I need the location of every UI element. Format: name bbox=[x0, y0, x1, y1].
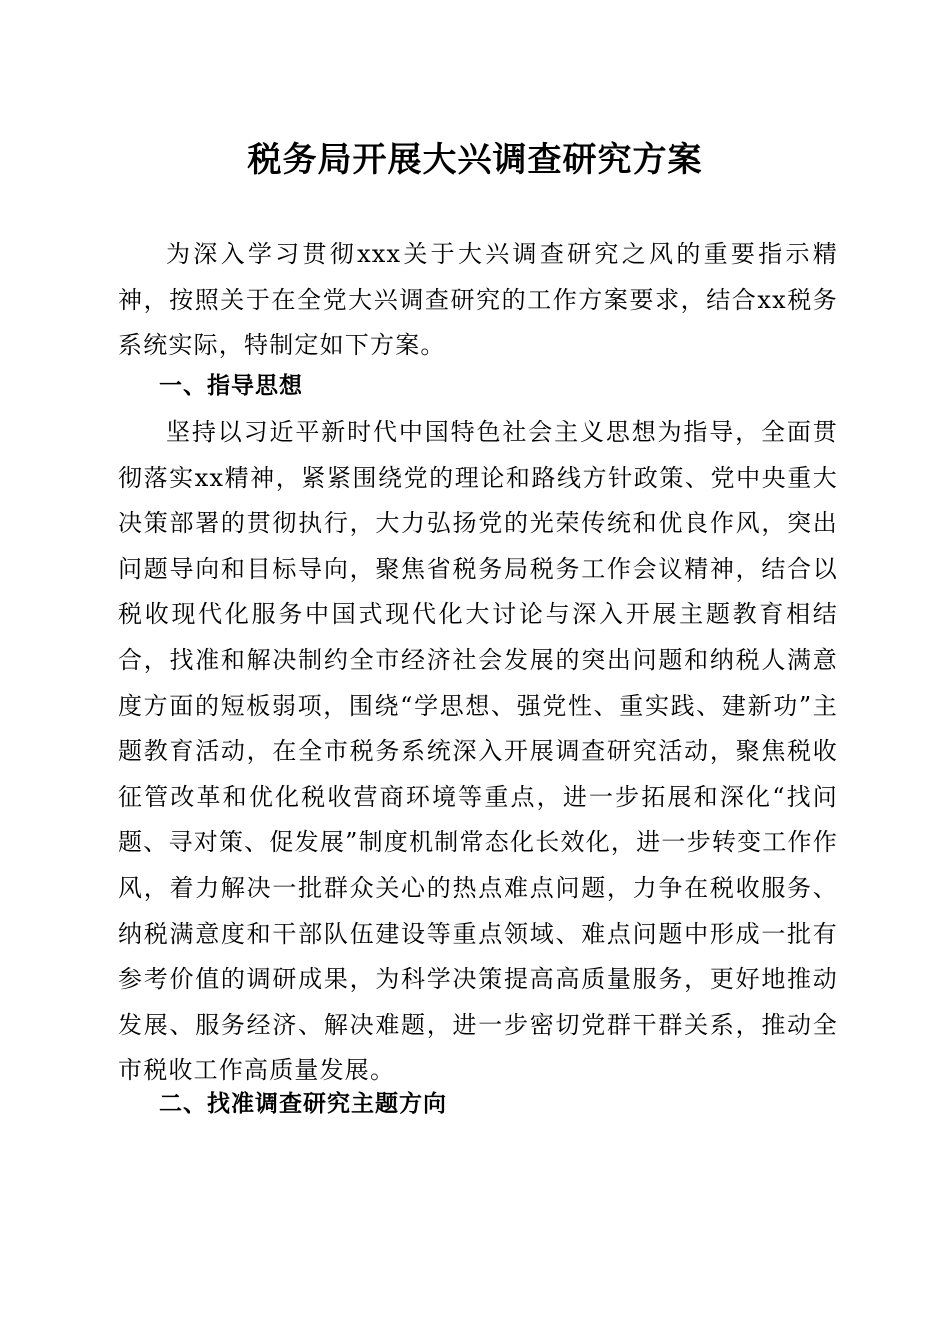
document-title: 税务局开展大兴调查研究方案 bbox=[247, 140, 703, 180]
guiding-ideology-paragraph: 坚持以习近平新时代中国特色社会主义思想为指导，全面贯彻落实xx精神，紧紧围绕党的理论和路线方针政策、党中央重大决策部署的贯彻执行，大力弘扬党的光荣传统和优良作风，突出问题导向和目标导向，聚焦省税务局税务工作会议精神，结合以税收现代化服务中国式现代化大讨论与深入开展主题教育相结合，找准和解决制约全市经济社会发展的突出问题和纳税人满意度方面的短板弱项，围绕“学思想、强党性、重实践、建新功”主题教育活动，在全市税务系统深入开展调查研究活动，聚焦税收征管改革和优化税收营商环境等重点，进一步拓展和深化“找问题、寻对策、促发展”制度机制常态化长效化，进一步转变工作作风，着力解决一批群众关心的热点难点问题，力争在税收服务、纳税满意度和干部队伍建设等重点领域、难点问题中形成一批有参考价值的调研成果，为科学决策提高高质量服务，更好地推动发展、服务经济、解决难题，进一步密切党群干群关系，推动全市税收工作高质量发展。 bbox=[118, 418, 838, 1085]
section-heading-guiding-ideology: 一、指导思想 bbox=[159, 373, 303, 399]
intro-paragraph: 为深入学习贯彻xxx关于大兴调查研究之风的重要指示精神，按照关于在全党大兴调查研究的工作方案要求，结合xx税务系统实际，特制定如下方案。 bbox=[118, 240, 838, 360]
section-heading-research-direction: 二、找准调查研究主题方向 bbox=[159, 1091, 447, 1117]
